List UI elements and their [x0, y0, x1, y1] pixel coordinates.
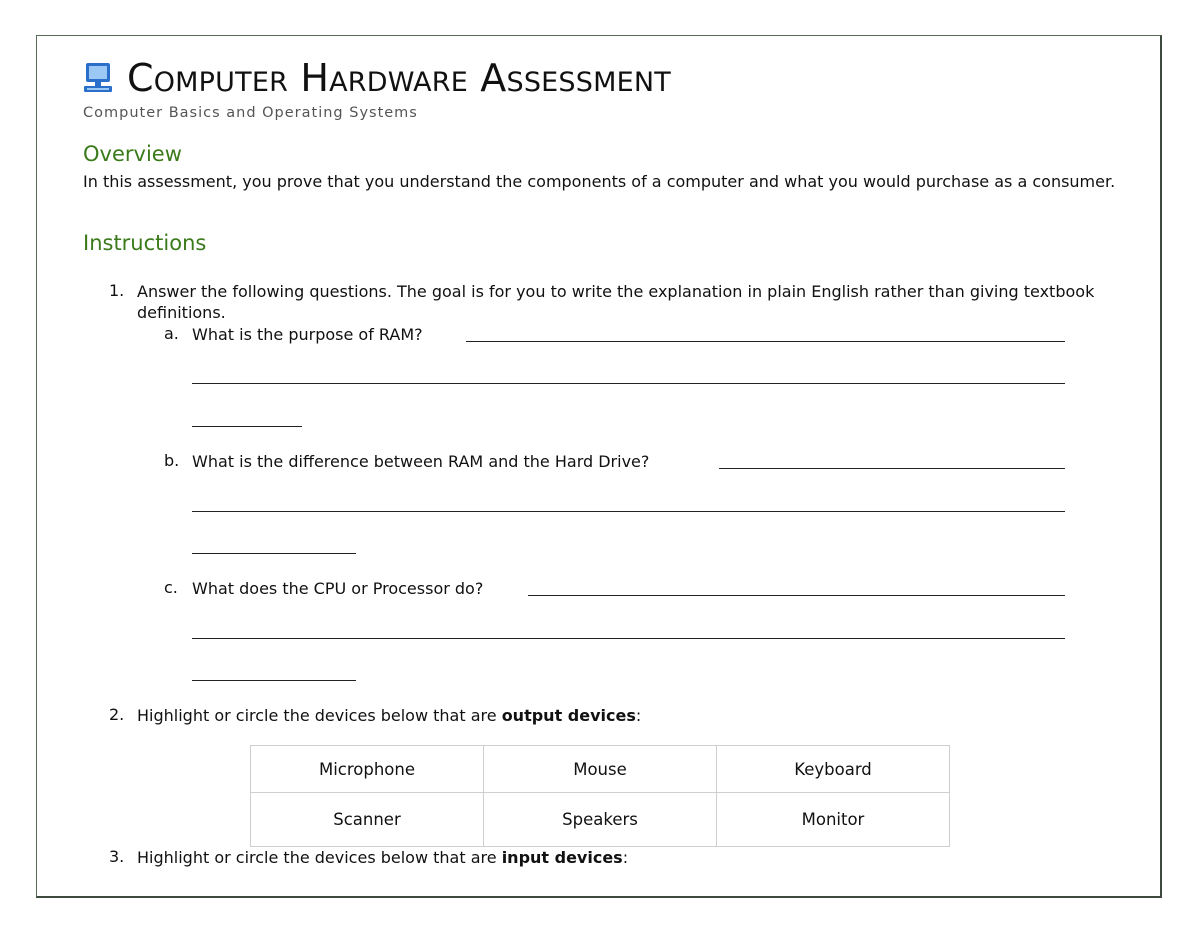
table-row [251, 746, 950, 793]
question-1-number: 1. [109, 281, 125, 300]
overview-text: In this assessment, you prove that you understand the components of a computer and what you would purchase as a consumer. [83, 172, 1116, 191]
question-2-number: 2. [109, 705, 125, 724]
question-3-prefix: Highlight or circle the devices below that are [137, 848, 502, 867]
question-1c-text: What does the CPU or Processor do? [192, 579, 484, 598]
table-row [251, 793, 950, 847]
device-cell-keyboard[interactable]: Keyboard [717, 746, 950, 793]
answer-line[interactable] [192, 638, 1065, 639]
device-cell-mouse[interactable]: Mouse [484, 746, 717, 793]
device-cell-speakers[interactable]: Speakers [484, 793, 717, 847]
device-cell-scanner[interactable]: Scanner [251, 793, 484, 847]
page-title: Computer Hardware Assessment [127, 56, 671, 100]
worksheet-page [36, 35, 1162, 898]
overview-heading: Overview [83, 142, 182, 166]
question-1b-text: What is the difference between RAM and the Hard Drive? [192, 452, 650, 471]
question-1c-letter: c. [164, 578, 178, 597]
question-2-keyword: output devices [501, 706, 636, 725]
question-2-prefix: Highlight or circle the devices below that are [137, 706, 502, 725]
answer-line[interactable] [192, 680, 356, 681]
devices-table [250, 745, 950, 847]
page-subtitle: Computer Basics and Operating Systems [83, 105, 418, 121]
answer-line[interactable] [192, 426, 302, 427]
answer-line[interactable] [466, 341, 1065, 342]
question-1-text: Answer the following questions. The goal is for you to write the explanation in plain English rather than giving textbook definitions. [137, 282, 1095, 322]
answer-line[interactable] [192, 511, 1065, 512]
title-row [83, 58, 671, 98]
device-cell-monitor[interactable]: Monitor [717, 793, 950, 847]
device-cell-microphone[interactable]: Microphone [251, 746, 484, 793]
question-3-number: 3. [109, 847, 125, 866]
question-2-text [137, 705, 641, 726]
answer-line[interactable] [192, 553, 356, 554]
answer-line[interactable] [719, 468, 1065, 469]
answer-line[interactable] [528, 595, 1065, 596]
question-3-suffix: : [622, 848, 629, 867]
computer-icon [83, 61, 113, 95]
question-3-text [137, 847, 628, 868]
question-2-suffix: : [635, 706, 642, 725]
instructions-heading: Instructions [83, 231, 207, 255]
question-1a-letter: a. [164, 324, 179, 343]
question-1a-text: What is the purpose of RAM? [192, 325, 423, 344]
question-3-keyword: input devices [501, 848, 623, 867]
answer-line[interactable] [192, 383, 1065, 384]
question-1b-letter: b. [164, 451, 180, 470]
